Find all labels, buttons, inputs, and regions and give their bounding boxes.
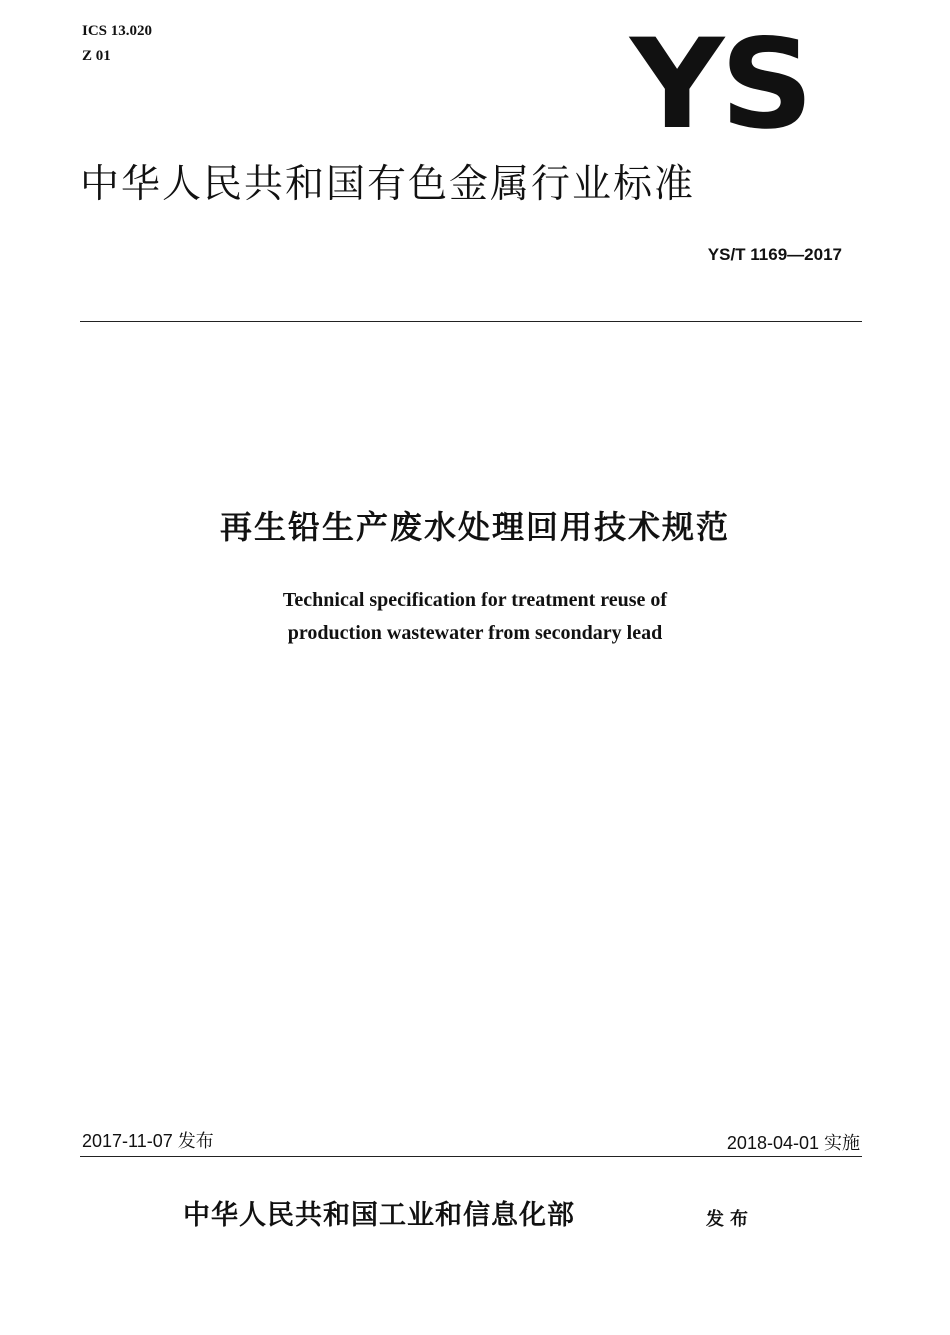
standard-number: YS/T 1169—2017 <box>707 245 842 264</box>
bottom-divider <box>80 1156 862 1157</box>
title-english-line-2: production wastewater from secondary lead <box>287 622 663 644</box>
ccs-code: Z 01 <box>82 48 111 64</box>
top-divider <box>80 321 862 322</box>
title-english <box>0 584 950 650</box>
issue-date: 2017-11-07 发布 <box>82 1131 214 1151</box>
issue-label: 发布 <box>706 1209 754 1230</box>
title-chinese: 再生铅生产废水处理回用技术规范 <box>219 508 730 546</box>
standard-category: 中华人民共和国有色金属行业标准 <box>80 162 696 207</box>
implementation-date: 2018-04-01 实施 <box>726 1133 860 1153</box>
title-english-line-1: Technical specification for treatment reuse of <box>282 589 668 611</box>
issuing-authority: 中华人民共和国工业和信息化部 <box>183 1200 575 1231</box>
ys-logo: YS <box>630 13 810 157</box>
ics-code: ICS 13.020 <box>82 23 153 39</box>
